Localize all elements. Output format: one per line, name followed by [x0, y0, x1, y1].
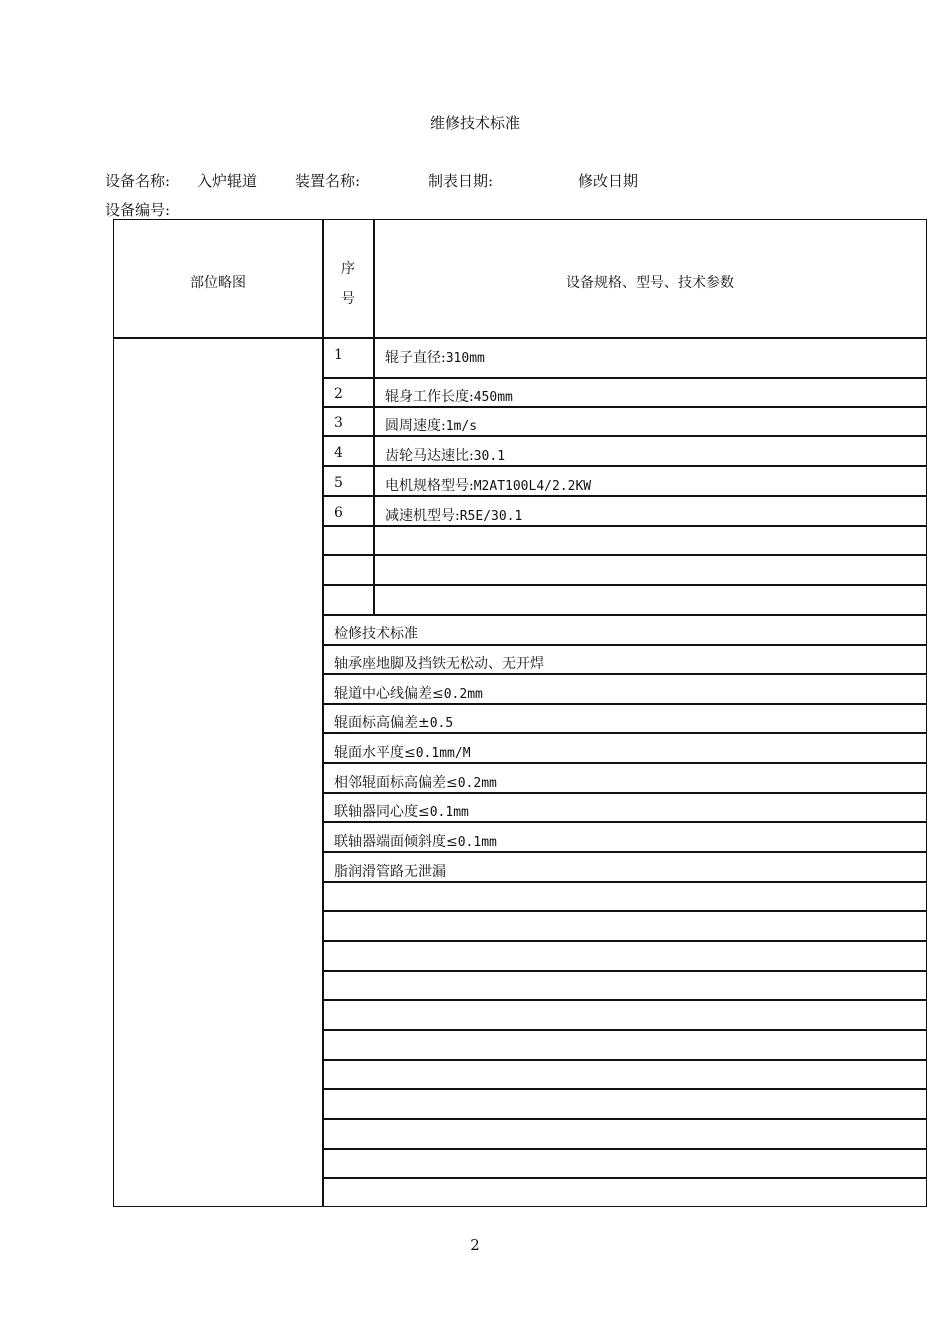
equipment-number-label: 设备编号:: [105, 201, 171, 219]
standard-item: [334, 742, 471, 762]
standard-value: 0.2mm: [457, 776, 497, 791]
spec-row-number: 6: [334, 505, 343, 521]
spec-value: 450mm: [473, 390, 513, 405]
spec-value: M2AT100L4/2.2KW: [473, 479, 592, 494]
date-made-label: 制表日期:: [428, 172, 494, 190]
table-divider: [322, 999, 926, 1001]
table-divider: [322, 821, 926, 823]
spec-label: 圆周速度:: [385, 418, 446, 434]
table-divider: [322, 525, 926, 527]
spec-value: 310mm: [445, 351, 485, 366]
standard-item: [334, 712, 453, 732]
equipment-name-value: 入炉辊道: [197, 172, 258, 190]
standard-value: 0.1mm: [457, 835, 497, 850]
spec-value: 30.1: [473, 449, 506, 464]
table-divider: [322, 851, 926, 853]
equipment-name-label: 设备名称:: [105, 172, 171, 190]
table-divider: [322, 1059, 926, 1061]
standard-item: [334, 801, 469, 821]
table-divider: [322, 732, 926, 734]
table-divider: [322, 1029, 926, 1031]
col-header-seq-1: 序: [341, 261, 355, 277]
table-divider: [322, 644, 926, 646]
spec-row-number: 3: [334, 415, 343, 431]
table-divider: [322, 910, 926, 912]
standard-value: 0.5: [429, 716, 454, 731]
table-divider: [322, 495, 926, 497]
standard-value: 0.1mm: [429, 805, 469, 820]
spec-label: 齿轮马达速比:: [385, 448, 474, 464]
spec-row: [385, 505, 522, 525]
table-divider: [322, 940, 926, 942]
standard-item: [334, 772, 497, 792]
table-divider: [114, 337, 926, 339]
spec-label: 电机规格型号:: [385, 478, 474, 494]
standard-label: 相邻辊面标高偏差≤: [334, 775, 458, 791]
spec-row-number: 5: [334, 475, 343, 491]
spec-row-number: 2: [334, 386, 343, 402]
standard-item: [334, 831, 497, 851]
spec-label: 减速机型号:: [385, 508, 460, 524]
spec-row: [385, 475, 591, 495]
table-divider: [322, 465, 926, 467]
standards-title: 检修技术标准: [334, 626, 418, 642]
table-divider: [322, 792, 926, 794]
standard-label: 脂润滑管路无泄漏: [334, 864, 446, 880]
table-divider: [322, 970, 926, 972]
standard-label: 联轴器端面倾斜度≤: [334, 834, 458, 850]
standard-item: [334, 653, 544, 673]
standard-label: 辊道中心线偏差≤: [334, 686, 444, 702]
standard-label: 轴承座地脚及挡铁无松动、无开焊: [334, 656, 544, 672]
spec-row: [385, 386, 513, 406]
page-number: 2: [470, 1236, 480, 1254]
table-divider: [322, 762, 926, 764]
spec-row: [385, 415, 477, 435]
spec-label: 辊身工作长度:: [385, 389, 474, 405]
standard-item: [334, 861, 446, 881]
standard-value: 0.2mm: [443, 687, 483, 702]
table-divider: [322, 554, 926, 556]
table-divider: [322, 881, 926, 883]
table-divider: [322, 703, 926, 705]
spec-row: [385, 347, 485, 367]
table-divider: [322, 406, 926, 408]
col-header-specs: 设备规格、型号、技术参数: [566, 275, 734, 291]
spec-label: 辊子直径:: [385, 350, 446, 366]
document-title: 维修技术标准: [429, 114, 520, 132]
table-divider: [322, 377, 926, 379]
col-header-diagram: 部位略图: [190, 275, 246, 291]
date-modified-label: 修改日期: [578, 172, 639, 190]
table-divider: [322, 673, 926, 675]
table-divider: [322, 435, 926, 437]
table-divider: [322, 584, 926, 586]
spec-table: [113, 219, 927, 1207]
standard-label: 辊面水平度≤: [334, 745, 416, 761]
standard-label: 联轴器同心度≤: [334, 804, 430, 820]
standard-label: 辊面标高偏差±: [334, 715, 430, 731]
device-name-label: 装置名称:: [295, 172, 361, 190]
spec-row-number: 4: [334, 445, 343, 461]
spec-row: [385, 445, 505, 465]
table-divider: [322, 1148, 926, 1150]
spec-value: 1m/s: [445, 419, 478, 434]
standard-value: 0.1mm/M: [415, 746, 471, 761]
spec-value: R5E/30.1: [459, 509, 523, 524]
spec-row-number: 1: [334, 347, 343, 363]
table-divider: [322, 1088, 926, 1090]
standard-item: [334, 683, 483, 703]
col-header-seq-2: 号: [341, 291, 355, 307]
table-divider: [322, 1177, 926, 1179]
table-divider: [322, 614, 926, 616]
table-divider: [322, 1118, 926, 1120]
